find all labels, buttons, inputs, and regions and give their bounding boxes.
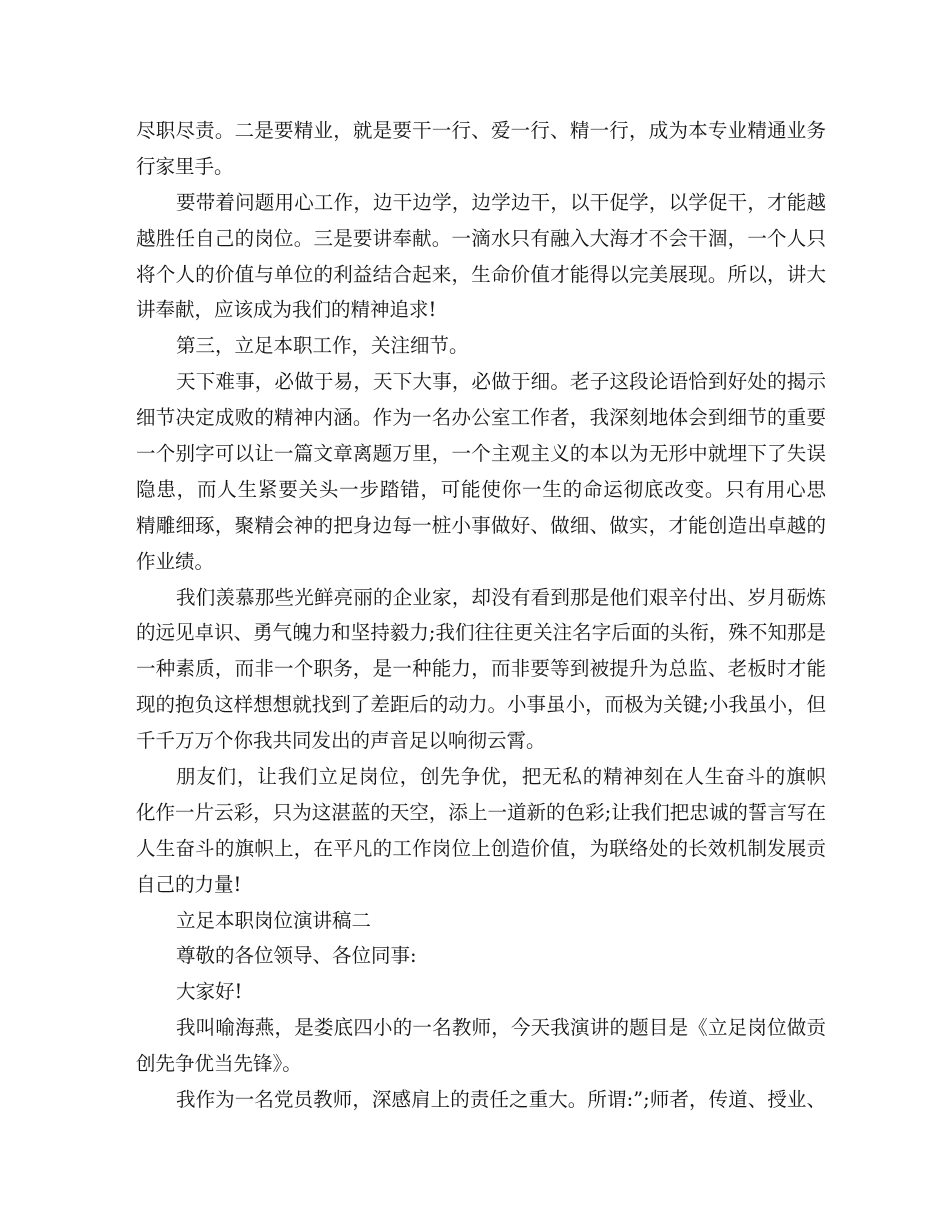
text-line: 自己的力量! bbox=[136, 872, 242, 896]
text-line: 精雕细琢，聚精会神的把身边每一桩小事做好、做细、做实，才能创造出卓越的 bbox=[136, 513, 826, 537]
text-line: 千千万万个你我共同发出的声音足以响彻云霄。 bbox=[136, 729, 546, 753]
text-line: 一种素质，而非一个职务，是一种能力，而非要等到被提升为总监、老板时才能 bbox=[136, 657, 826, 681]
text-line: 天下难事，必做于易，天下大事，必做于细。老子这段论语恰到好处的揭示 bbox=[176, 370, 826, 394]
text-line: 我们羡慕那些光鲜亮丽的企业家，却没有看到那是他们艰辛付出、岁月砺炼 bbox=[176, 585, 826, 609]
text-line: 隐患，而人生紧要关头一步踏错，可能使你一生的命运彻底改变。只有用心思 bbox=[136, 477, 826, 501]
text-line: 我作为一名党员教师，深感肩上的责任之重大。所谓:”;师者，传道、授业、 bbox=[176, 1088, 826, 1112]
text-line: 第三，立足本职工作，关注细节。 bbox=[176, 334, 469, 358]
text-line: 细节决定成败的精神内涵。作为一名办公室工作者，我深刻地体会到细节的重要 bbox=[136, 406, 826, 430]
text-line: 我叫喻海燕，是娄底四小的一名教师，今天我演讲的题目是《立足岗位做贡 bbox=[176, 1016, 826, 1040]
text-line: 越胜任自己的岗位。三是要讲奉献。一滴水只有融入大海才不会干涸，一个人只 bbox=[136, 226, 826, 250]
text-line: 讲奉献，应该成为我们的精神追求! bbox=[136, 298, 437, 322]
text-line: 将个人的价值与单位的利益结合起来，生命价值才能得以完美展现。所以，讲大 bbox=[136, 262, 826, 286]
text-line: 人生奋斗的旗帜上，在平凡的工作岗位上创造价值，为联络处的长效机制发展贡 bbox=[136, 836, 826, 860]
text-line: 朋友们，让我们立足岗位，创先争优，把无私的精神刻在人生奋斗的旗帜 bbox=[176, 765, 826, 789]
text-line: 要带着问题用心工作，边干边学，边学边干，以干促学，以学促干，才能越 bbox=[176, 190, 826, 214]
text-line: 行家里手。 bbox=[136, 154, 234, 178]
text-line: 大家好! bbox=[176, 980, 243, 1004]
text-line: 化作一片云彩，只为这湛蓝的天空，添上一道新的色彩;让我们把忠诚的誓言写在 bbox=[136, 800, 826, 824]
text-line: 创先争优当先锋》。 bbox=[136, 1052, 302, 1076]
text-line: 尊敬的各位领导、各位同事: bbox=[176, 944, 417, 968]
text-line: 的远见卓识、勇气魄力和坚持毅力;我们往往更关注名字后面的头衔，殊不知那是 bbox=[136, 621, 826, 645]
text-line: 作业绩。 bbox=[136, 549, 215, 573]
text-line: 一个别字可以让一篇文章离题万里，一个主观主义的本以为无形中就埋下了失误 bbox=[136, 442, 826, 466]
text-line: 现的抱负这样想想就找到了差距后的动力。小事虽小，而极为关键;小我虽小，但 bbox=[136, 693, 826, 717]
text-line: 立足本职岗位演讲稿二 bbox=[176, 908, 372, 932]
document-body bbox=[136, 113, 826, 1118]
text-line: 尽职尽责。二是要精业，就是要干一行、爱一行、精一行，成为本专业精通业务 bbox=[136, 119, 826, 142]
